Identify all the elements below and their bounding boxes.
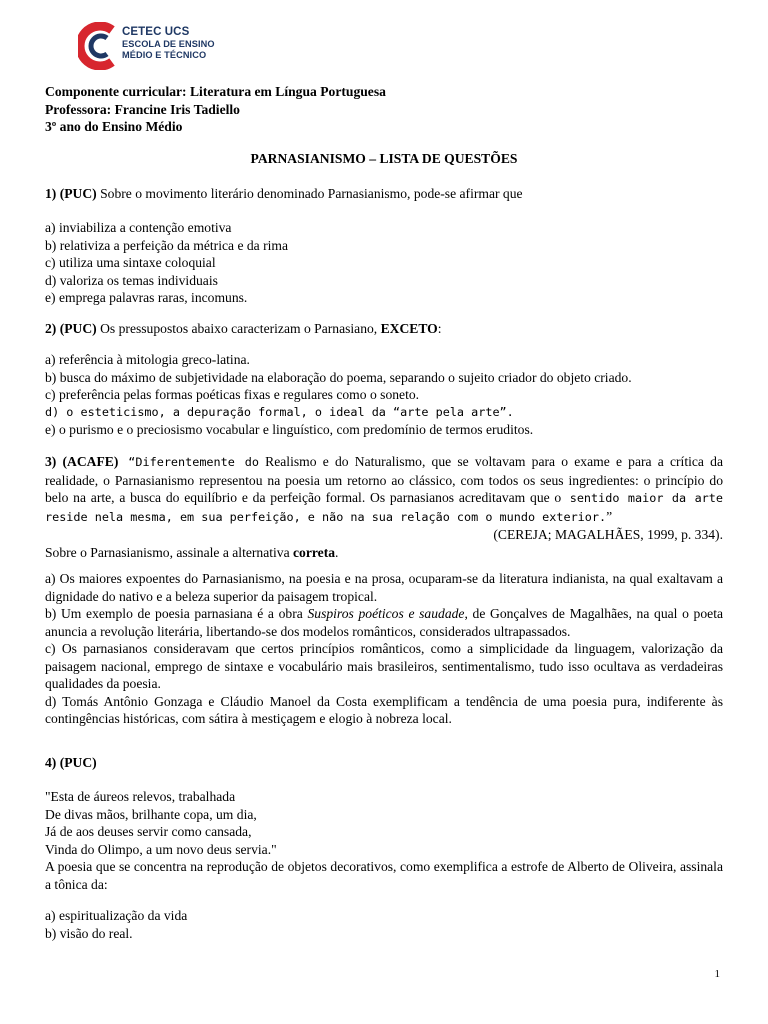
question-4-options bbox=[45, 907, 723, 942]
question-3-citation: (CEREJA; MAGALHÃES, 1999, p. 334). bbox=[493, 527, 723, 542]
question-2-except: EXCETO bbox=[380, 321, 438, 336]
question-3-quote-a: “Diferentemente do bbox=[118, 455, 259, 469]
q3-option-d: d) Tomás Antônio Gonzaga e Cláudio Manoel da Costa exemplificam a tendência de uma poesia pura, indiferente às contingências históricas, com sátira à mestiçagem e elogio à nobreza local. bbox=[45, 693, 723, 726]
q2-option-e: e) o purismo e o preciosismo vocabular e linguístico, com predomínio de termos eruditos. bbox=[45, 422, 534, 437]
poem-line-2: De divas mãos, brilhante copa, um dia, bbox=[45, 806, 257, 822]
question-2-number: 2) (PUC) bbox=[45, 321, 97, 336]
question-3-number: 3) (ACAFE) bbox=[45, 454, 119, 469]
question-3-options bbox=[45, 570, 723, 728]
question-4-number-text: 4) (PUC) bbox=[45, 755, 97, 770]
question-1-options bbox=[45, 219, 723, 307]
header-grade: 3º ano do Ensino Médio bbox=[45, 119, 183, 134]
question-3-quote-d: ” bbox=[606, 508, 613, 524]
question-3 bbox=[45, 453, 723, 561]
q3-option-b-title: Suspiros poéticos e saudade bbox=[307, 606, 465, 621]
header-component: Componente curricular: Literatura em Língua Portuguesa bbox=[45, 84, 386, 99]
question-1-text: Sobre o movimento literário denominado Parnasianismo, pode-se afirmar que bbox=[96, 186, 523, 201]
question-3-dot: . bbox=[335, 544, 339, 560]
q1-option-d: d) valoriza os temas individuais bbox=[45, 272, 218, 288]
question-2-prompt bbox=[45, 320, 723, 338]
q4-option-b: b) visão do real. bbox=[45, 925, 133, 941]
q1-option-c: c) utiliza uma sintaxe coloquial bbox=[45, 255, 216, 270]
logo-line-3: MÉDIO E TÉCNICO bbox=[122, 49, 207, 60]
q1-option-b: b) relativiza a perfeição da métrica e da rima bbox=[45, 237, 289, 253]
question-4-number bbox=[45, 754, 723, 772]
logo-brand: CETEC UCS bbox=[122, 26, 190, 38]
poem-line-1: "Esta de áureos relevos, trabalhada bbox=[45, 789, 236, 804]
school-logo bbox=[78, 22, 278, 72]
q3-option-a: a) Os maiores expoentes do Parnasianismo, na poesia e na prosa, ocuparam-se da literatura indianista, na qual exaltavam a dignidade do nativo e a beleza superior da paisagem tropical. bbox=[45, 571, 723, 604]
question-3-quote-c: sentido maior da arte reside nela mesma, em sua perfeição, e não na sua relação com o mundo exterior. bbox=[45, 491, 723, 524]
q2-option-a: a) referência à mitologia greco-latina. bbox=[45, 352, 250, 367]
page-title: PARNASIANISMO – LISTA DE QUESTÕES bbox=[250, 151, 518, 166]
q3-option-b-2: , de Gonçalves de Magalhães, na qual o poeta anuncia a revolução literária, libertando-se dos modelos românticos, considerados ultrapassados. bbox=[45, 606, 723, 639]
question-3-prompt-text: Sobre o Parnasianismo, assinale a alternativa bbox=[45, 544, 294, 560]
q2-option-c: c) preferência pelas formas poéticas fixas e regulares como o soneto. bbox=[45, 387, 420, 402]
logo-text bbox=[122, 26, 215, 60]
question-4 bbox=[45, 754, 723, 772]
q1-option-a: a) inviabiliza a contenção emotiva bbox=[45, 220, 232, 235]
question-3-quote bbox=[45, 453, 723, 526]
question-4-poem bbox=[45, 788, 723, 893]
question-3-quote-b: Realismo e do Naturalismo, que se voltavam para o exame e para a crítica da realidade, o Parnasianismo representou na poesia um retorno ao clássico, com todos os seus ingredientes: o princípio do belo na arte, a busca do equilíbrio e da perfeição formal. Os parnasianos acreditavam que o bbox=[45, 454, 723, 505]
question-4-prompt: A poesia que se concentra na reprodução de objetos decorativos, como exemplifica a estrofe de Alberto de Oliveira, assinala a tônica da: bbox=[45, 859, 723, 892]
question-2-text: Os pressupostos abaixo caracterizam o Parnasiano, bbox=[96, 321, 381, 336]
q3-option-b bbox=[45, 605, 723, 640]
poem-line-3: Já de aos deuses servir como cansada, bbox=[45, 824, 252, 839]
question-2 bbox=[45, 320, 723, 338]
cetec-ucs-logo-icon bbox=[78, 22, 122, 70]
question-1-prompt bbox=[45, 185, 723, 203]
question-2-options bbox=[45, 351, 723, 439]
header-teacher: Professora: Francine Iris Tadiello bbox=[45, 101, 240, 117]
logo-line-2: ESCOLA DE ENSINO bbox=[122, 39, 215, 49]
q1-option-e: e) emprega palavras raras, incomuns. bbox=[45, 290, 248, 305]
q3-option-c: c) Os parnasianos consideravam que certos princípios românticos, como a simplicidade da linguagem, valorização da paisagem nacional, emprego de sintaxe e vocabulário mais brasileiros, sentimentalismo, tudo isso ocultava as verdadeiras qualidades da poesia. bbox=[45, 641, 723, 691]
q4-option-a: a) espiritualização da vida bbox=[45, 908, 188, 923]
q3-option-b-1: b) Um exemplo de poesia parnasiana é a obra bbox=[45, 606, 308, 621]
q2-option-d: d) o esteticismo, a depuração formal, o ideal da “arte pela arte”. bbox=[45, 404, 514, 419]
poem-line-4: Vinda do Olimpo, a um novo deus servia." bbox=[45, 841, 277, 857]
q2-option-b: b) busca do máximo de subjetividade na elaboração do poema, separando o sujeito criador do objeto criado. bbox=[45, 369, 632, 385]
page-number: 1 bbox=[714, 968, 720, 980]
question-3-prompt bbox=[45, 544, 723, 562]
header-block bbox=[45, 83, 723, 136]
question-1 bbox=[45, 185, 723, 203]
question-1-number: 1) (PUC) bbox=[45, 186, 97, 201]
question-3-correct: correta bbox=[293, 544, 336, 560]
question-2-colon: : bbox=[437, 321, 442, 336]
